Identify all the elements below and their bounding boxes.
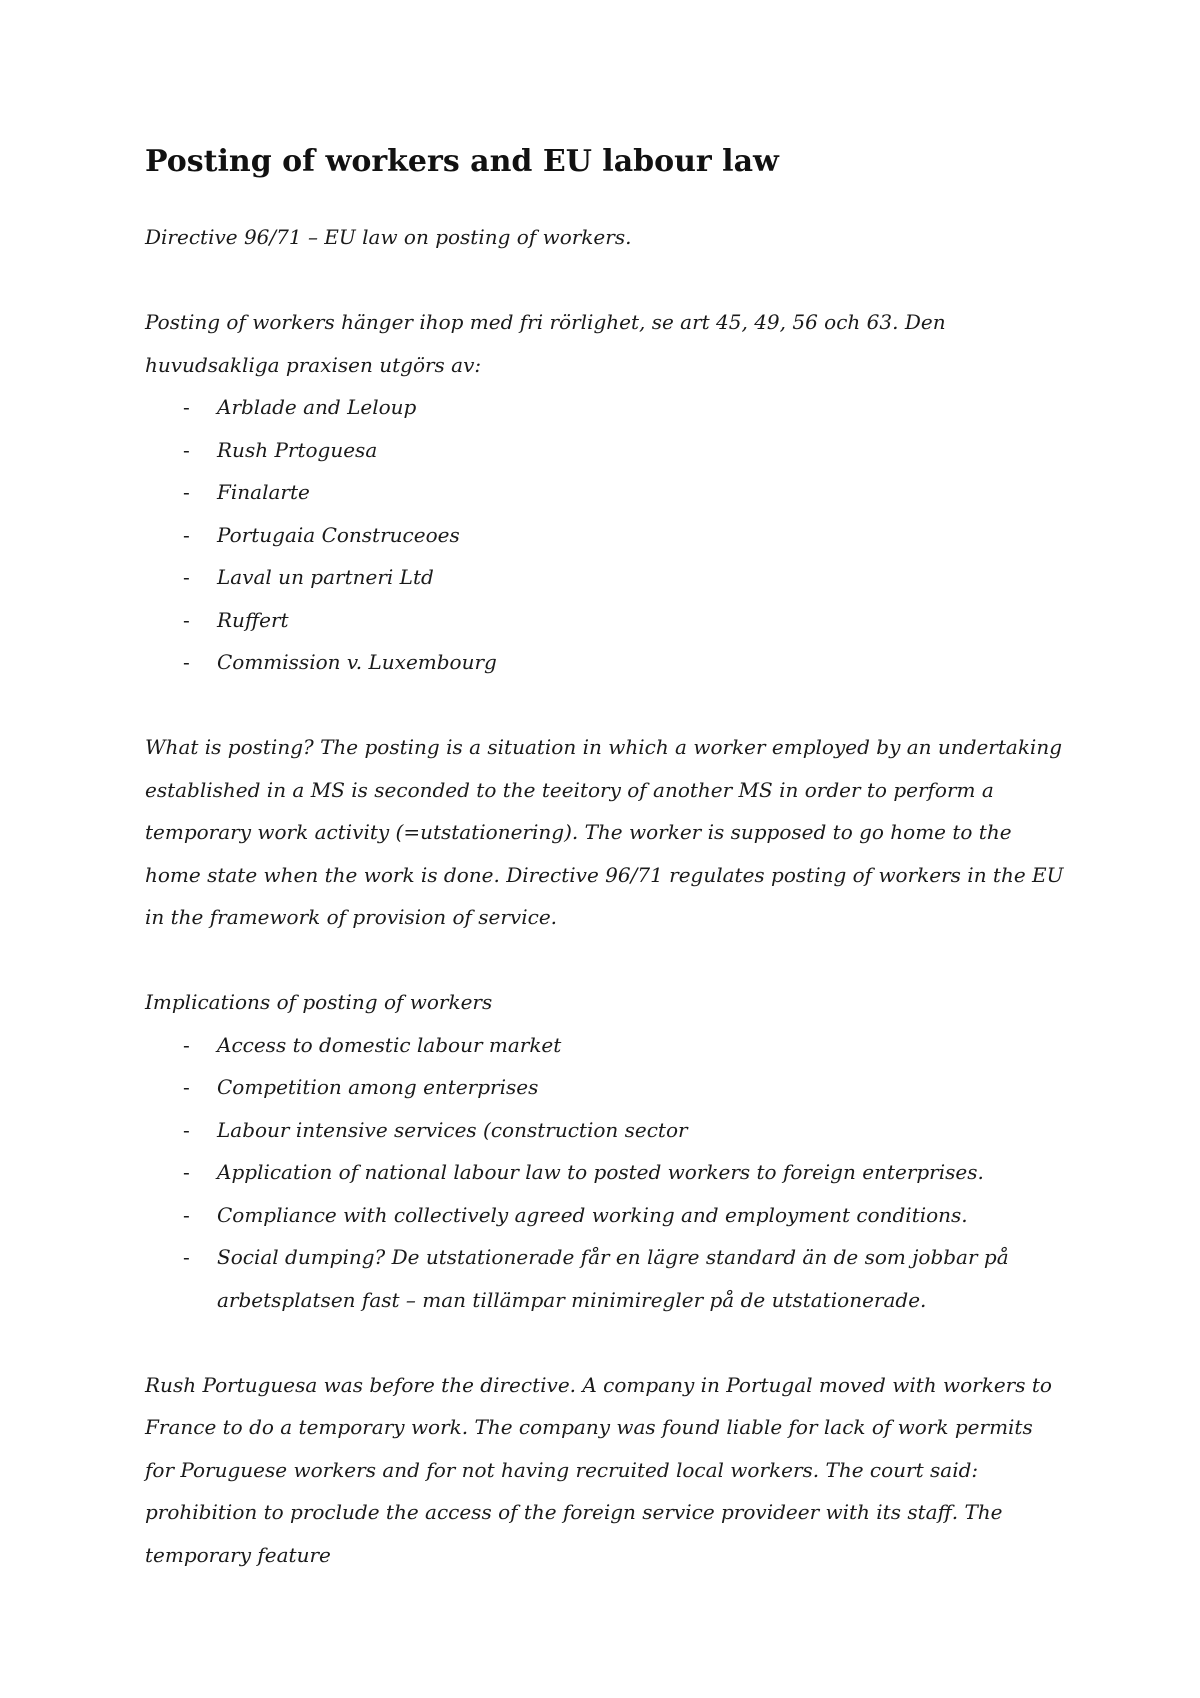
document-body xyxy=(145,140,1065,1576)
list-item: - Competition among enterprises xyxy=(145,1066,1065,1109)
spacer xyxy=(145,1321,1065,1364)
list-item: - Compliance with collectively agreed working and employment conditions. xyxy=(145,1194,1065,1237)
implications-heading: Implications of posting of workers xyxy=(145,990,493,1014)
spacer xyxy=(145,259,1065,302)
list-item: - Ruffert xyxy=(145,599,1065,642)
list-item: - Finalarte xyxy=(145,471,1065,514)
free-movement-paragraph: Posting of workers hänger ihop med fri rörlighet, se art 45, 49, 56 och 63. Den huvudsakliga praxisen utgörs av: xyxy=(145,310,946,377)
bullet-dash: - xyxy=(183,395,190,419)
list-item: - Arblade and Leloup xyxy=(145,386,1065,429)
bullet-dash: - xyxy=(183,1160,190,1184)
bullet-dash: - xyxy=(183,565,190,589)
list-item: - Portugaia Construceoes xyxy=(145,514,1065,557)
list-item: - Labour intensive services (construction sector xyxy=(145,1109,1065,1152)
intro-paragraph: Directive 96/71 – EU law on posting of workers. xyxy=(145,225,632,249)
list-item: - Rush Prtoguesa xyxy=(145,429,1065,472)
bullet-dash: - xyxy=(183,1117,190,1142)
list-item: - Application of national labour law to posted workers to foreign enterprises. xyxy=(145,1151,1065,1194)
implications-list xyxy=(145,1024,1065,1322)
bullet-dash: - xyxy=(183,650,190,674)
spacer xyxy=(145,684,1065,727)
rush-portuguesa-paragraph: Rush Portuguesa was before the directive. A company in Portugal moved with workers to France to do a temporary work. The company was found liable for lack of work permits for Poruguese workers and for not having recruited local workers. The court said: prohibition to proclude the access of the foreign service provideer with its staff. The temporary feature xyxy=(145,1372,1052,1567)
list-item: - Commission v. Luxembourg xyxy=(145,641,1065,684)
bullet-dash: - xyxy=(183,1075,190,1099)
page-title: Posting of workers and EU labour law xyxy=(145,144,779,179)
list-item: - Laval un partneri Ltd xyxy=(145,556,1065,599)
what-is-posting-paragraph: What is posting? The posting is a situation in which a worker employed by an undertaking established in a MS is seconded to the teeitory of another MS in order to perform a temporary work activity (=utstationering). The worker is supposed to go home to the home state when the work is done. Directive 96/71 regulates posting of workers in the EU in the framework of provision of service. xyxy=(145,735,1064,929)
bullet-dash: - xyxy=(183,437,190,462)
spacer xyxy=(145,939,1065,982)
bullet-dash: - xyxy=(183,522,190,547)
bullet-dash: - xyxy=(183,1202,190,1227)
bullet-dash: - xyxy=(183,1032,190,1057)
case-list xyxy=(145,386,1065,684)
list-item: - Social dumping? De utstationerade får en lägre standard än de som jobbar på arbetsplatsen fast – man tillämpar minimiregler på de utstationerade. xyxy=(145,1236,1065,1321)
list-item: - Access to domestic labour market xyxy=(145,1024,1065,1067)
bullet-dash: - xyxy=(183,1245,190,1269)
bullet-dash: - xyxy=(183,607,190,632)
bullet-dash: - xyxy=(183,480,190,504)
